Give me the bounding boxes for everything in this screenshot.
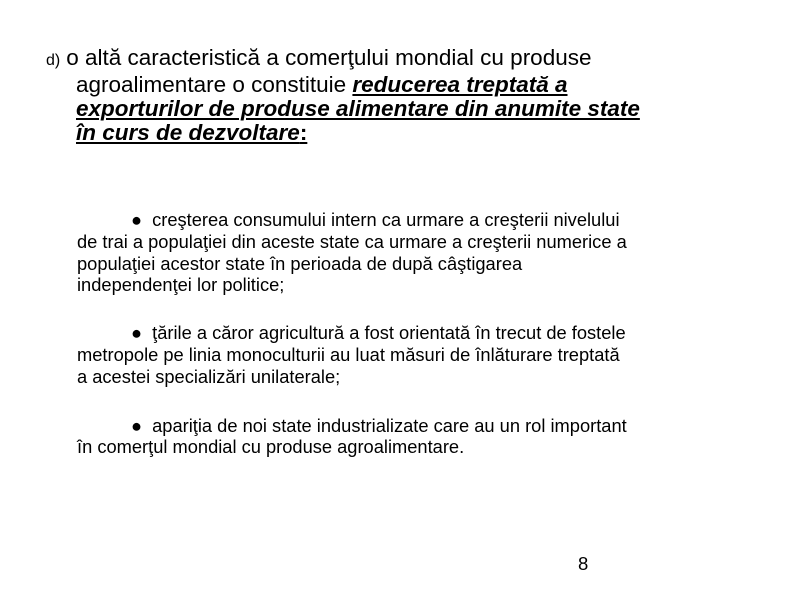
bullet-line: în comerţul mondial cu produse agroalimentare.: [77, 436, 465, 458]
bullet-line: ● apariţia de noi state industrializate care au un rol important: [131, 414, 627, 436]
heading-text: agroalimentare o constituie: [76, 72, 353, 97]
bullet-dot-icon: ●: [131, 322, 148, 344]
bullet-list: [77, 209, 757, 458]
heading-line-4: [46, 121, 756, 145]
heading-line-2: [46, 73, 756, 97]
bullet-item: [77, 209, 757, 296]
bullet-line: a acestei specializări unilaterale;: [77, 365, 341, 387]
emphasis-text: exporturilor de produse alimentare din anumite state: [76, 96, 640, 121]
bullet-dot-icon: ●: [131, 414, 148, 436]
bullet-dot-icon: ●: [131, 209, 148, 230]
bullet-line: independenţei lor politice;: [77, 274, 285, 296]
bullet-line: metropole pe linia monoculturii au luat măsuri de înlăturare treptată: [77, 343, 620, 365]
heading-line-3: [46, 97, 756, 121]
bullet-line: ● creşterea consumului intern ca urmare a creşterii nivelului: [131, 209, 620, 230]
heading-text: o altă caracteristică a comerţului mondial cu produse: [66, 45, 592, 70]
heading-paragraph: [46, 46, 756, 145]
list-marker: d): [46, 52, 61, 69]
bullet-item: [77, 322, 757, 387]
bullet-item: [77, 415, 757, 459]
emphasis-text: în curs de dezvoltare:: [76, 120, 308, 145]
bullet-line: de trai a populaţiei din aceste state ca urmare a creşterii numerice a: [77, 230, 627, 252]
page-number: 8: [578, 553, 589, 574]
bullet-line: populaţiei acestor state în perioada de după câştigarea: [77, 252, 523, 274]
heading-line-1: [46, 46, 756, 73]
emphasis-text: reducerea treptată a: [352, 72, 568, 97]
bullet-line: ● ţările a căror agricultură a fost orientată în trecut de fostele: [131, 322, 626, 344]
